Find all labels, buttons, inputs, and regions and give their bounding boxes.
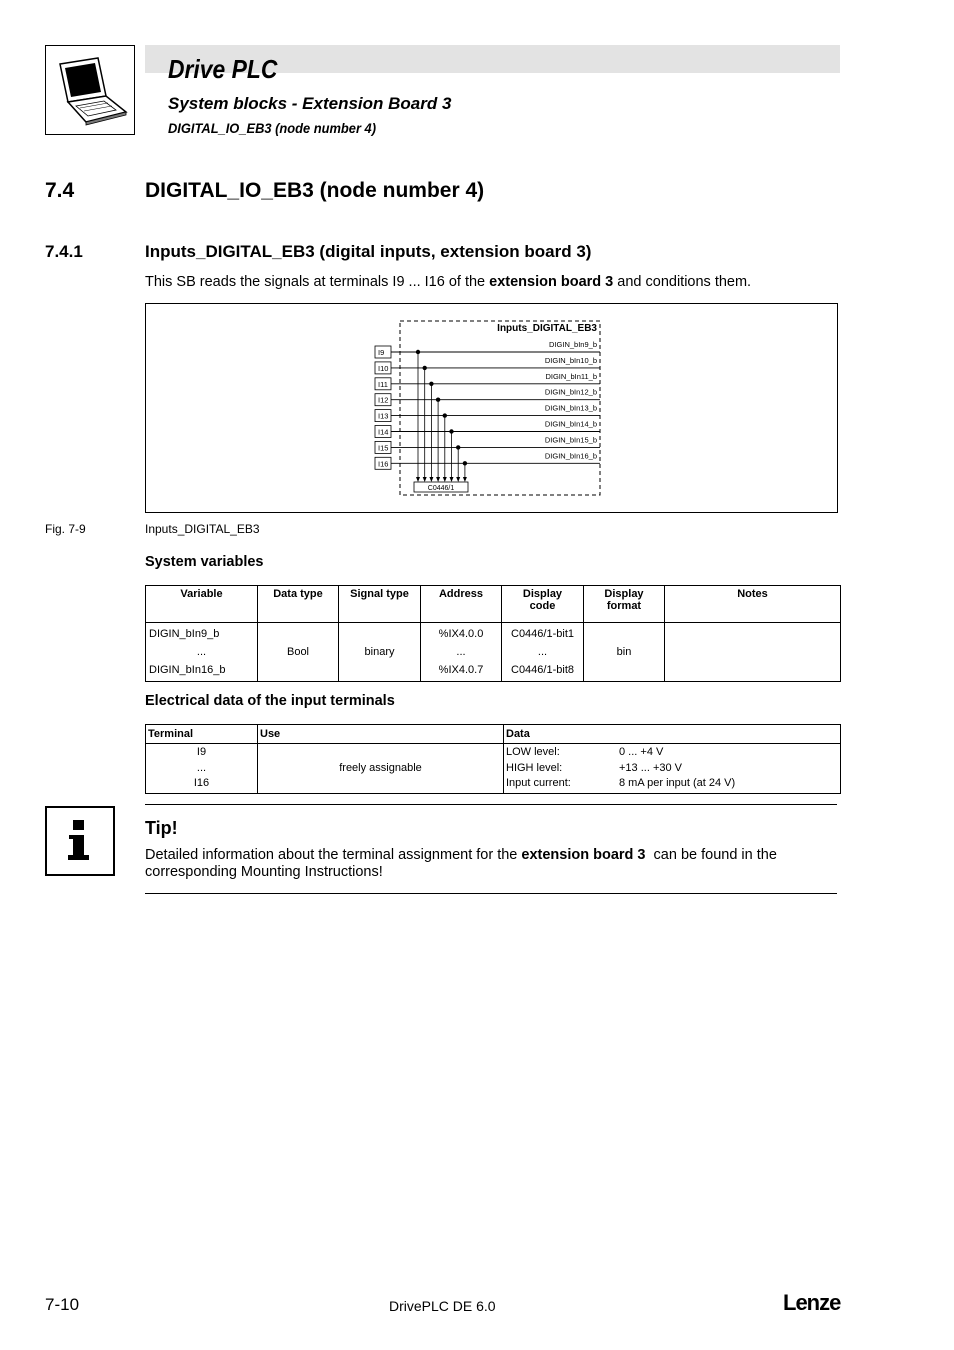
tap-arrow <box>456 477 460 482</box>
output-signal-label: DIGIN_bIn11_b <box>545 371 597 381</box>
data-label-current: Input current: <box>506 777 571 789</box>
cell-signal-type: binary <box>339 623 421 682</box>
col-header-data: Data <box>504 725 841 744</box>
input-terminal-label: I15 <box>378 443 389 453</box>
intro-text-a: This SB reads the signals at terminals I9 ... I16 of the <box>145 274 490 290</box>
data-value-low: 0 ... +4 V <box>619 746 664 758</box>
col-header-notes: Notes <box>665 586 841 623</box>
col-header-data-type: Data type <box>258 586 339 623</box>
table-row <box>146 623 841 682</box>
data-line-current <box>506 776 838 792</box>
col-header-variable: Variable <box>146 586 258 623</box>
input-terminal-label: I12 <box>378 395 389 405</box>
section-number: 7.4 <box>45 179 75 202</box>
tip-text-b: can be found in the corresponding Mounting Instructions! <box>145 847 781 880</box>
cell-display-code <box>502 623 584 682</box>
input-terminal-label: I14 <box>378 427 389 437</box>
display-code-last: C0446/1-bit8 <box>511 664 574 676</box>
col-header-display-code-text: Display code <box>522 588 563 612</box>
terminal-ellipsis: ... <box>196 761 207 774</box>
tap-arrow <box>443 477 447 482</box>
data-value-current: 8 mA per input (at 24 V) <box>619 777 736 789</box>
data-line-low <box>506 745 838 761</box>
data-value-high: +13 ... +30 V <box>619 761 682 774</box>
address-first: %IX4.0.0 <box>438 628 484 640</box>
output-signal-label: DIGIN_bIn13_b <box>544 403 597 413</box>
input-terminal-label: I10 <box>378 363 389 373</box>
col-header-address: Address <box>421 586 502 623</box>
footer-document-id: DrivePLC DE 6.0 <box>389 1298 496 1314</box>
tip-rule-bottom <box>145 893 837 894</box>
figure-caption: Inputs_DIGITAL_EB3 <box>145 522 260 536</box>
document-title: Drive PLC <box>168 54 278 84</box>
section-title: DIGITAL_IO_EB3 (node number 4) <box>145 179 485 202</box>
output-signal-label: DIGIN_bIn15_b <box>544 435 597 445</box>
tip-text-a: Detailed information about the terminal assignment for the <box>145 847 522 863</box>
tap-arrow <box>450 477 454 482</box>
system-variables-table <box>145 585 841 682</box>
data-label-low: LOW level: <box>506 746 560 758</box>
address-last: %IX4.0.7 <box>438 664 484 676</box>
variable-first: DIGIN_bIn9_b <box>149 628 220 640</box>
col-header-display-code <box>502 586 584 623</box>
cell-data-type: Bool <box>258 623 339 682</box>
output-signal-label: DIGIN_bIn9_b <box>549 340 597 349</box>
tap-arrow <box>416 477 420 482</box>
cell-variable <box>146 623 258 682</box>
tip-text-bold: extension board 3 <box>521 847 646 863</box>
cell-notes <box>665 623 841 682</box>
tap-arrow <box>423 477 427 482</box>
subsection-number: 7.4.1 <box>45 242 83 261</box>
col-header-display-format <box>584 586 665 623</box>
intro-text-b: and conditions them. <box>613 274 752 290</box>
tap-arrow <box>463 477 467 482</box>
info-icon <box>45 806 115 876</box>
figure-label: Fig. 7-9 <box>45 522 86 536</box>
output-signal-label: DIGIN_bIn16_b <box>544 451 597 461</box>
intro-text-bold: extension board 3 <box>489 274 614 290</box>
table-header-row <box>146 586 841 623</box>
tip-title: Tip! <box>145 818 178 838</box>
table-row <box>146 744 841 794</box>
cell-data <box>504 744 841 794</box>
figure-frame <box>145 303 838 513</box>
variable-ellipsis: ... <box>196 646 207 658</box>
col-header-display-format-text: Display format <box>604 588 644 612</box>
electrical-data-table <box>145 724 841 794</box>
tap-arrow <box>436 477 440 482</box>
input-terminal-label: I16 <box>378 459 389 469</box>
cell-use: freely assignable <box>258 744 504 794</box>
display-code-first: C0446/1-bit1 <box>511 628 574 640</box>
terminal-last: I16 <box>193 777 210 789</box>
output-signal-label: DIGIN_bIn14_b <box>544 419 597 429</box>
terminal-first: I9 <box>196 746 207 758</box>
cell-terminal <box>146 744 258 794</box>
subsection-title: Inputs_DIGITAL_EB3 (digital inputs, extension board 3) <box>145 242 592 261</box>
intro-paragraph <box>145 274 751 290</box>
tip-text <box>145 847 845 880</box>
input-terminal-label: I13 <box>378 411 389 421</box>
cell-display-format: bin <box>584 623 665 682</box>
col-header-signal-type: Signal type <box>339 586 421 623</box>
laptop-logo-icon <box>45 45 135 135</box>
col-header-use: Use <box>258 725 504 744</box>
tap-arrow <box>429 477 433 482</box>
lenze-logo: Lenze <box>783 1290 841 1315</box>
document-subtitle: System blocks - Extension Board 3 <box>168 94 452 113</box>
block-title: Inputs_DIGITAL_EB3 <box>497 323 597 334</box>
code-label: C0446/1 <box>427 485 455 492</box>
col-header-terminal: Terminal <box>146 725 258 744</box>
tip-rule-top <box>145 804 837 805</box>
data-label-high: HIGH level: <box>506 761 563 774</box>
address-ellipsis: ... <box>456 646 466 658</box>
system-variables-heading: System variables <box>145 554 264 570</box>
electrical-data-heading: Electrical data of the input terminals <box>145 693 395 709</box>
input-terminal-label: I9 <box>378 348 385 357</box>
variable-last: DIGIN_bIn16_b <box>149 664 226 676</box>
table-header-row <box>146 725 841 744</box>
cell-address <box>421 623 502 682</box>
output-signal-label: DIGIN_bIn12_b <box>544 387 597 397</box>
page-number: 7-10 <box>45 1295 80 1314</box>
block-diagram <box>146 304 837 512</box>
output-signal-label: DIGIN_bIn10_b <box>544 355 597 365</box>
document-subsubtitle: DIGITAL_IO_EB3 (node number 4) <box>168 120 377 136</box>
data-line-high <box>506 761 838 777</box>
input-terminal-label: I11 <box>378 379 388 389</box>
display-code-ellipsis: ... <box>537 646 548 658</box>
